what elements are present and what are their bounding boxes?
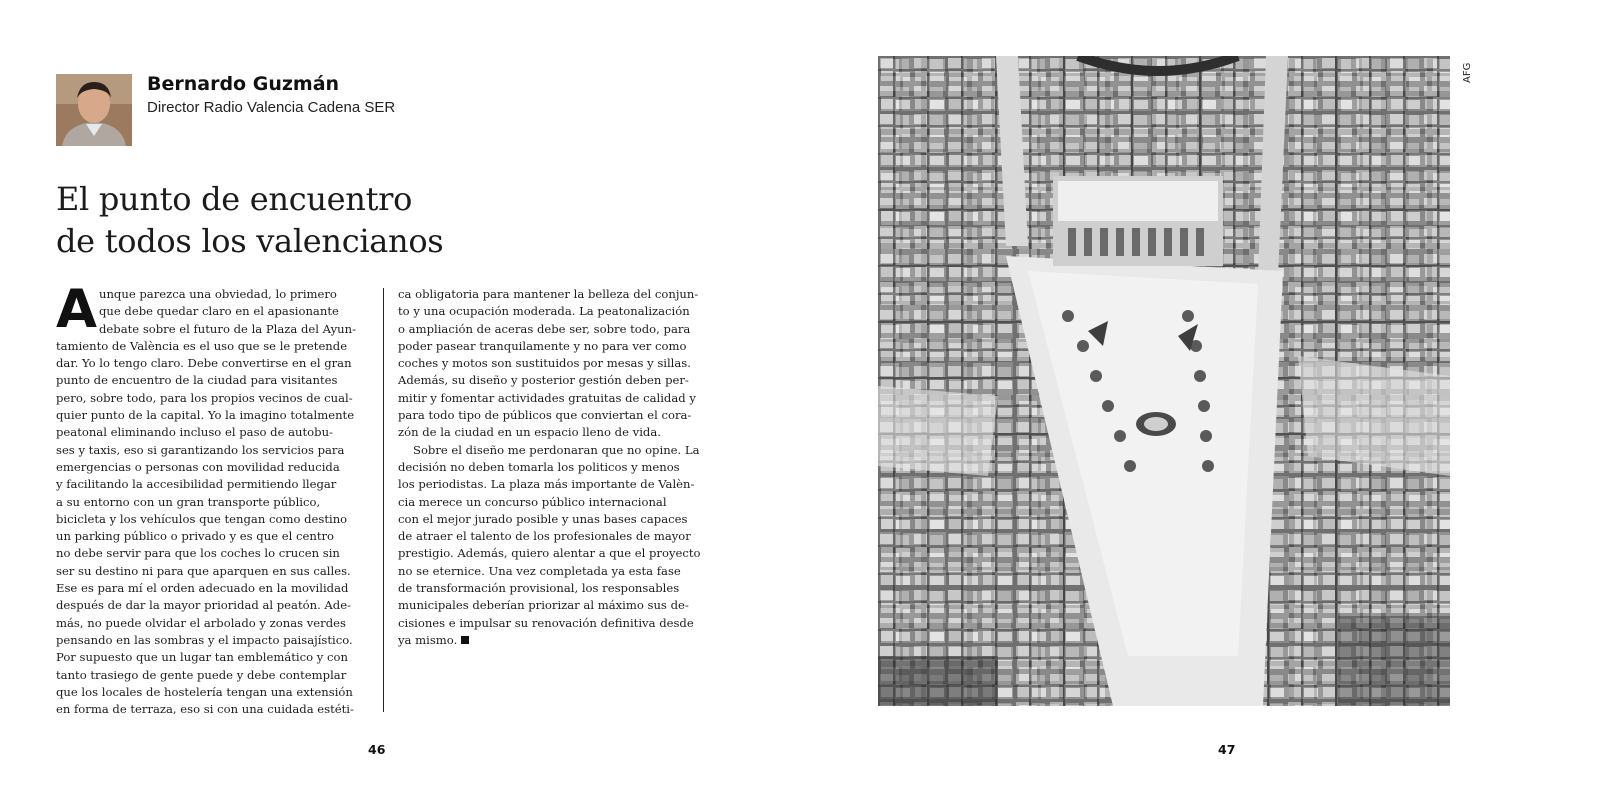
text-line: dar. Yo lo tengo claro. Debe convertirse en el gran <box>56 356 352 371</box>
text-line: los periodistas. La plaza más importante de Valèn- <box>398 477 695 492</box>
author-role: Director Radio Valencia Cadena SER <box>147 99 396 116</box>
text-line: Sobre el diseño me perdonaran que no opine. La <box>413 442 700 457</box>
text-line: municipales deberían priorizar al máximo sus de- <box>398 598 689 613</box>
text-line: punto de encuentro de la ciudad para visitantes <box>56 373 338 388</box>
text-line: ca obligatoria para mantener la belleza del conjun- <box>398 287 699 301</box>
text-line: cisiones e impulsar su renovación definitiva desde <box>398 615 694 630</box>
text-line: bicicleta y los vehículos que tengan como destino <box>56 511 348 526</box>
text-line: después de dar la mayor prioridad al peatón. Ade- <box>56 598 352 613</box>
text-line: no debe servir para que los coches lo crucen sin <box>56 546 340 561</box>
text-line: Ese es para mí el orden adecuado en la movilidad <box>56 581 349 596</box>
photo-credit: AFG <box>1462 62 1473 84</box>
end-mark-icon <box>461 636 469 644</box>
text-line: pensando en las sombras y el impacto paisajístico. <box>56 632 353 647</box>
author-name: Bernardo Guzmán <box>147 73 340 95</box>
text-line: de transformación provisional, los responsables <box>398 581 680 596</box>
article-column-2 <box>398 286 710 649</box>
text-line: to y una ocupación moderada. La peatonalización <box>398 304 690 319</box>
article-title <box>56 178 576 262</box>
text-line: emergencias o personas con movilidad reducida <box>56 459 340 474</box>
text-line: prestigio. Además, quiero alentar a que el proyecto <box>398 546 701 561</box>
page-number-right: 47 <box>1218 742 1236 757</box>
text-line: con el mejor jurado posible y unas bases capaces <box>398 511 688 526</box>
drop-cap: A <box>56 279 98 340</box>
text-line: ses y taxis, eso si garantizando los servicios para <box>56 442 345 457</box>
text-line: en forma de terraza, eso si con una cuidada estéti- <box>56 702 354 717</box>
text-line: o ampliación de aceras debe ser, sobre todo, para <box>398 321 691 336</box>
text-line: unque parezca una obviedad, lo primero <box>99 287 337 301</box>
text-line: poder pasear tranquilamente y no para ver como <box>398 338 687 353</box>
text-line: tamiento de València es el uso que se le pretende <box>56 338 348 353</box>
text-line: a su entorno con un gran transporte público, <box>56 494 321 509</box>
text-line: mitir y fomentar actividades gratuitas de calidad y <box>398 390 696 405</box>
text-line: de atraer el talento de los profesionales de mayor <box>398 529 691 544</box>
text-line: para todo tipo de públicos que conviertan el cora- <box>398 408 692 423</box>
text-line: peatonal eliminando incluso el paso de autobu- <box>56 425 333 440</box>
aerial-photo <box>878 56 1450 706</box>
text-line: debate sobre el futuro de la Plaza del Ayun- <box>99 321 356 336</box>
text-line: no se eternice. Una vez completada ya esta fase <box>398 563 681 578</box>
text-line: que los locales de hostelería tengan una extensión <box>56 684 353 699</box>
text-line: tanto trasiego de gente puede y debe contemplar <box>56 667 347 682</box>
page-number-left: 46 <box>368 742 386 757</box>
text-line: un parking público o privado y es que el centro <box>56 529 334 544</box>
title-line: El punto de encuentro <box>56 180 413 218</box>
text-line: Además, su diseño y posterior gestión deben per- <box>398 373 689 388</box>
text-line: ser su destino ni para que aparquen en sus calles. <box>56 563 351 578</box>
text-line: quier punto de la capital. Yo la imagino totalmente <box>56 408 355 423</box>
text-line-final: ya mismo. <box>398 632 458 647</box>
title-line: de todos los valencianos <box>56 222 444 260</box>
text-line: más, no puede olvidar el arbolado y zonas verdes <box>56 615 346 630</box>
text-line: cia merece un concurso público internacional <box>398 494 667 509</box>
text-line: coches y motos son sustituidos por mesas y sillas. <box>398 356 691 371</box>
text-line: pero, sobre todo, para los propios vecinos de cual- <box>56 390 353 405</box>
text-line: que debe quedar claro en el apasionante <box>99 304 339 319</box>
text-line: zón de la ciudad en un espacio lleno de vida. <box>398 425 661 440</box>
article-column-1 <box>56 279 368 718</box>
text-line: y facilitando la accesibilidad permitiendo llegar <box>56 477 337 492</box>
text-line <box>398 632 710 649</box>
author-photo <box>56 74 132 146</box>
text-line: decisión no deben tomarla los politicos y menos <box>398 459 680 474</box>
column-divider <box>383 288 384 712</box>
text-line: Por supuesto que un lugar tan emblemático y con <box>56 650 348 665</box>
